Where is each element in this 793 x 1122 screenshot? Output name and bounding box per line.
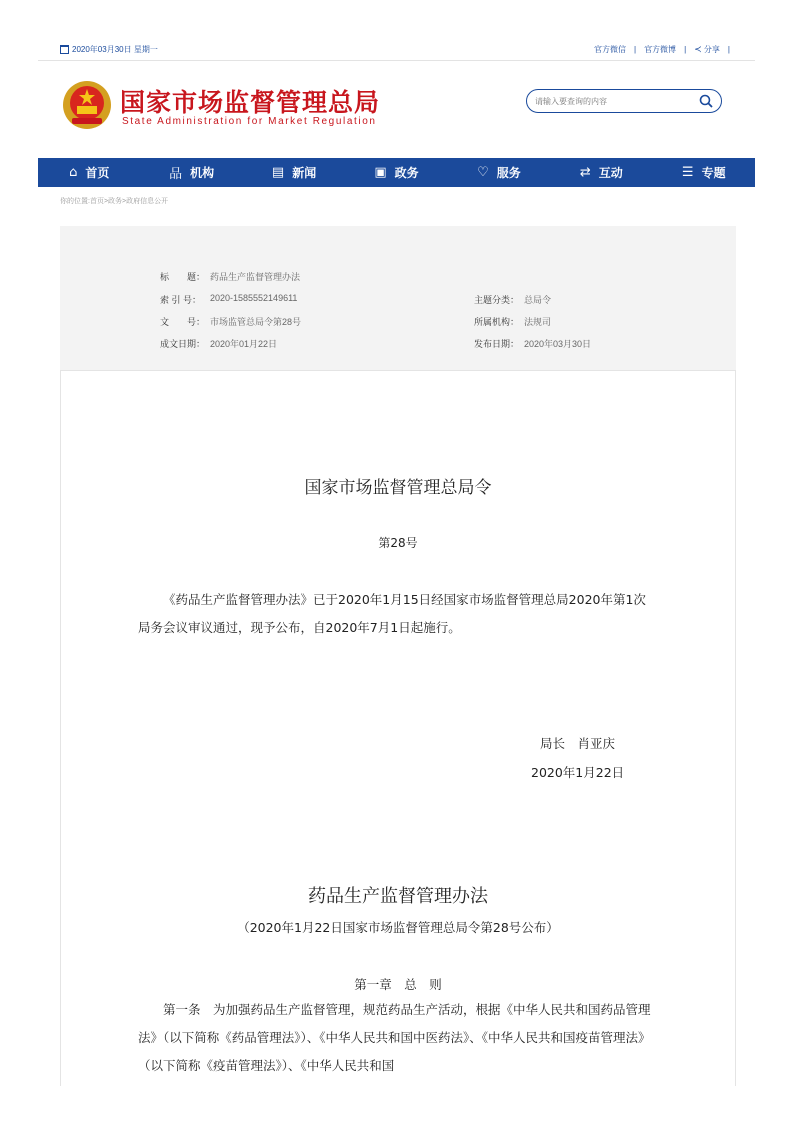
search-icon[interactable] [699, 94, 713, 108]
share-label: 分享 [703, 45, 720, 54]
nav-label: 机构 [190, 166, 215, 180]
share-button[interactable] [694, 44, 720, 55]
news-icon: ▤ [271, 165, 285, 180]
meta-docno-row [160, 315, 301, 328]
meta-label: 所属机构： [474, 317, 520, 327]
meta-label: 索 引 号： [160, 295, 202, 305]
meta-value: 2020-1585552149611 [210, 293, 298, 303]
top-bar [60, 42, 730, 58]
heart-icon: ♡ [477, 165, 489, 180]
search-input[interactable] [535, 94, 695, 108]
main-nav [38, 158, 755, 187]
social-links [594, 44, 730, 55]
meta-label: 标 题： [160, 272, 206, 282]
meta-title-row [160, 270, 300, 283]
meta-value: 2020年01月22日 [210, 339, 278, 349]
nav-label: 新闻 [292, 166, 317, 180]
meta-org-row [474, 315, 551, 328]
signer: 局长 肖亚庆 [540, 736, 616, 751]
nav-label: 专题 [701, 166, 726, 180]
weibo-link[interactable]: 官方微博 [644, 45, 677, 54]
meta-value: 2020年03月30日 [524, 339, 592, 349]
order-title: 国家市场监督管理总局令 [304, 478, 492, 498]
nav-label: 首页 [85, 166, 110, 180]
meta-label: 发布日期： [474, 339, 520, 349]
meta-publish-date-row [474, 337, 591, 350]
header-divider [38, 60, 755, 61]
nav-item-services[interactable] [448, 158, 550, 187]
national-emblem-logo[interactable] [62, 80, 112, 130]
divider: | [633, 45, 637, 54]
meta-label: 成文日期： [160, 339, 206, 349]
law-title: 药品生产监督管理办法 [308, 886, 488, 907]
calendar-icon [60, 45, 69, 54]
divider: | [727, 45, 730, 54]
wechat-link[interactable]: 官方微信 [593, 45, 626, 54]
breadcrumb[interactable]: 你的位置:首页>政务>政府信息公开 [60, 198, 169, 205]
document-metadata [60, 226, 736, 371]
meta-index-row [160, 293, 297, 306]
nav-item-interaction[interactable] [550, 158, 652, 187]
list-icon: ☰ [681, 165, 694, 180]
law-subtitle: （2020年1月22日国家市场监督管理总局令第28号公布） [237, 920, 559, 935]
nav-item-home[interactable] [38, 158, 140, 187]
nav-label: 服务 [496, 166, 521, 180]
search-box [526, 89, 722, 113]
divider: | [684, 45, 687, 54]
nav-item-government-affairs[interactable] [345, 158, 447, 187]
org-chart-icon: 品 [169, 167, 183, 182]
meta-value: 总局令 [524, 295, 552, 305]
order-number: 第28号 [378, 536, 418, 550]
nav-label: 互动 [598, 166, 623, 180]
nav-label: 政务 [394, 166, 419, 180]
home-icon: ⌂ [69, 165, 78, 180]
meta-value: 市场监管总局令第28号 [210, 317, 302, 327]
exchange-icon: ⇄ [579, 165, 591, 180]
intro-paragraph: 《药品生产监督管理办法》已于2020年1月15日经国家市场监督管理总局2020年第1次局务会议审议通过，现予公布，自2020年7月1日起施行。 [138, 592, 646, 635]
book-icon: ▣ [374, 165, 387, 180]
date-display [60, 44, 158, 55]
nav-item-topics[interactable] [653, 158, 755, 187]
meta-topic-row [474, 293, 551, 306]
date-text: 2020年03月30日 星期一 [72, 45, 158, 54]
meta-made-date-row [160, 337, 277, 350]
site-title[interactable]: 国家市场监督管理总局 [120, 88, 381, 117]
article-paragraph: 第一条 为加强药品生产监督管理，规范药品生产活动，根据《中华人民共和国药品管理法》（以下简称《药品管理法》）、《中华人民共和国中医药法》、《中华人民共和国疫苗管理法》（以下简称《疫苗管理法》）、《中华人民共和国 [138, 1002, 651, 1073]
share-icon: ≺ [694, 44, 702, 54]
meta-label: 主题分类： [474, 295, 520, 305]
meta-label: 文 号： [160, 317, 206, 327]
site-title-english: State Administration for Market Regulation [122, 116, 377, 127]
meta-value: 药品生产监督管理办法 [210, 272, 301, 282]
meta-value: 法规司 [524, 317, 552, 327]
nav-item-news[interactable] [243, 158, 345, 187]
nav-item-organization[interactable] [140, 158, 242, 187]
chapter-heading: 第一章 总 则 [354, 977, 442, 992]
signature-date: 2020年1月22日 [531, 765, 625, 780]
